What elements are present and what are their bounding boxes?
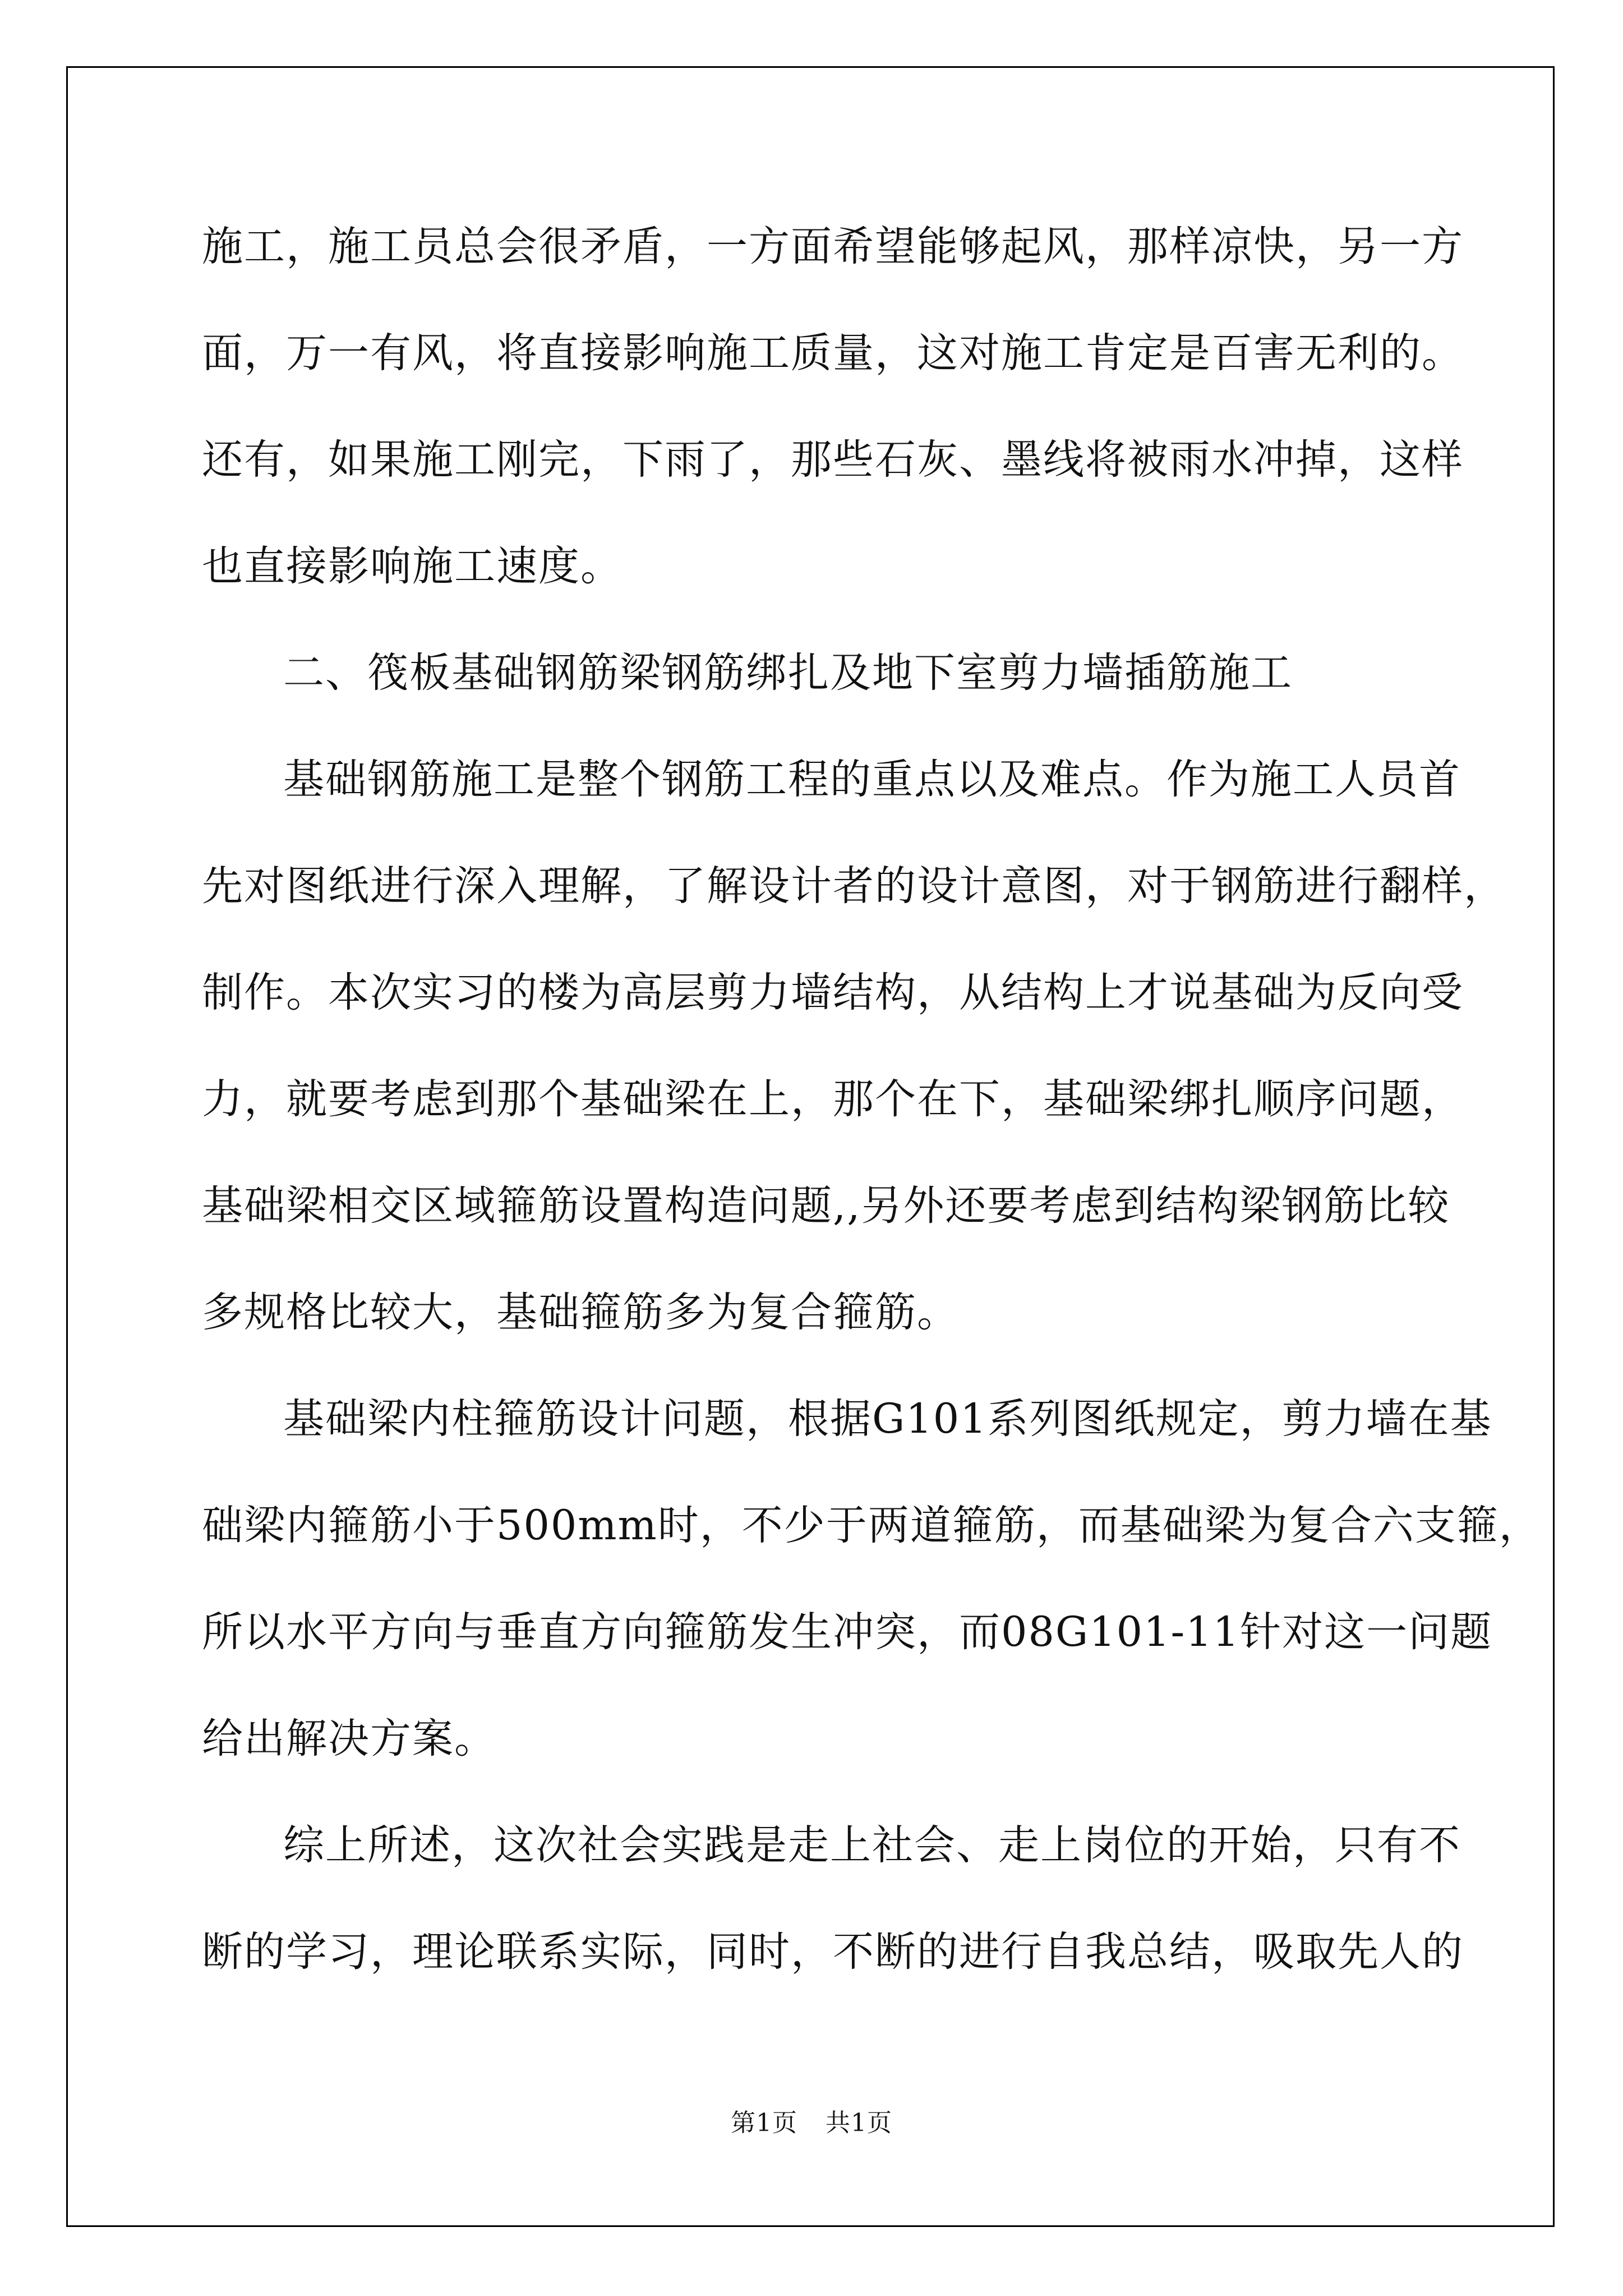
page-number: 第1页 bbox=[731, 2109, 797, 2137]
text-line: 基础钢筋施工是整个钢筋工程的重点以及难点。作为施工人员首 bbox=[283, 756, 1461, 803]
text-line: 基础梁相交区域箍筋设置构造问题,,另外还要考虑到结构梁钢筋比较 bbox=[202, 1182, 1450, 1230]
text-line: 也直接影响施工速度。 bbox=[202, 542, 623, 590]
page-footer bbox=[0, 2102, 1623, 2138]
page-total: 共1页 bbox=[826, 2109, 892, 2137]
text-line: 多规格比较大，基础箍筋多为复合箍筋。 bbox=[202, 1289, 959, 1336]
text-line: 面，万一有风，将直接影响施工质量，这对施工肯定是百害无利的。 bbox=[202, 329, 1464, 377]
document-body bbox=[202, 213, 1541, 2025]
text-line: 基础梁内柱箍筋设计问题，根据G101系列图纸规定，剪力墙在基 bbox=[283, 1395, 1492, 1443]
text-line: 础梁内箍筋小于500mm时，不少于两道箍筋，而基础梁为复合六支箍， bbox=[202, 1502, 1541, 1549]
text-line: 施工，施工员总会很矛盾，一方面希望能够起风，那样凉快，另一方 bbox=[202, 223, 1464, 270]
text-line: 给出解决方案。 bbox=[202, 1715, 496, 1763]
section-heading: 二、筏板基础钢筋梁钢筋绑扎及地下室剪力墙插筋施工 bbox=[283, 649, 1293, 697]
text-line: 先对图纸进行深入理解，了解设计者的设计意图，对于钢筋进行翻样， bbox=[202, 862, 1506, 910]
text-line: 综上所述，这次社会实践是走上社会、走上岗位的开始，只有不 bbox=[283, 1821, 1461, 1869]
text-line: 制作。本次实习的楼为高层剪力墙结构，从结构上才说基础为反向受 bbox=[202, 969, 1464, 1016]
text-line: 所以水平方向与垂直方向箍筋发生冲突，而08G101-11针对这一问题 bbox=[202, 1608, 1493, 1656]
text-line: 断的学习，理论联系实际，同时，不断的进行自我总结，吸取先人的 bbox=[202, 1928, 1464, 1976]
text-line: 力，就要考虑到那个基础梁在上，那个在下，基础梁绑扎顺序问题， bbox=[202, 1075, 1464, 1123]
text-line: 还有，如果施工刚完，下雨了，那些石灰、墨线将被雨水冲掉，这样 bbox=[202, 436, 1464, 484]
